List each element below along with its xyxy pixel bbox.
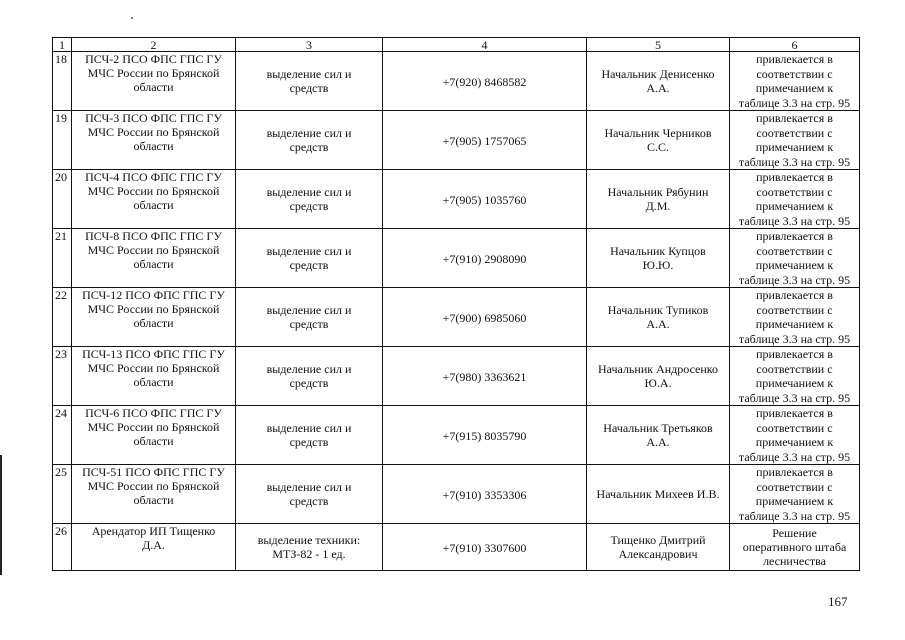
contact-line: А.А. [646,317,670,331]
note-line: соответствии с [756,479,833,494]
note-line: таблице 3.3 на стр. 95 [738,154,851,169]
contact-line: Ю.А. [644,376,672,390]
contact-line: Александрович [618,547,698,561]
column-number: 2 [72,38,236,52]
organization-line: области [133,375,174,389]
task-cell [236,111,383,170]
note-line: Решение [772,526,817,540]
organization-cell [72,347,236,406]
task-line: средств [289,435,329,449]
note-cell [730,288,860,347]
note-line: таблице 3.3 на стр. 95 [738,508,851,523]
note-line: примечанием к [755,376,834,390]
contact-line: Тищенко Дмитрий [610,533,706,547]
task-line: средств [289,199,329,213]
contact-cell [587,347,730,406]
task-cell [236,347,383,406]
contact-cell [587,170,730,229]
organization-cell [72,52,236,111]
table-row [53,406,860,465]
contact-line: Начальник Купцов [610,244,706,258]
contact-line: Д.М. [645,199,671,213]
task-line: выделение сил и [266,126,352,140]
organization-line: ПСЧ-12 ПСО ФПС ГПС ГУ [82,288,225,302]
task-line: выделение сил и [266,362,352,376]
organization-line: области [133,80,174,94]
organization-cell [72,288,236,347]
contact-line: А.А. [646,81,670,95]
note-cell [730,347,860,406]
note-line: таблице 3.3 на стр. 95 [738,95,851,110]
task-cell [236,170,383,229]
note-cell [730,406,860,465]
note-line: таблице 3.3 на стр. 95 [738,390,851,405]
table-row [53,52,860,111]
task-cell [236,229,383,288]
note-line: привлекается в [756,52,833,66]
row-number-cell: 25 [53,465,72,524]
note-line: лесничества [763,554,826,568]
phone-cell: +7(905) 1035760 [383,170,587,229]
note-line: привлекается в [756,170,833,184]
organization-line: ПСЧ-8 ПСО ФПС ГПС ГУ [85,229,222,243]
organization-cell [72,406,236,465]
scan-speck [131,17,133,19]
table-body [53,38,860,571]
contact-line: Начальник Черников [604,126,712,140]
note-cell [730,524,860,571]
organization-line: области [133,198,174,212]
organization-line: ПСЧ-2 ПСО ФПС ГПС ГУ [85,52,222,66]
note-line: привлекается в [756,229,833,243]
note-line: таблице 3.3 на стр. 95 [738,272,851,287]
phone-cell: +7(910) 2908090 [383,229,587,288]
contact-cell [587,111,730,170]
note-cell [730,111,860,170]
contact-cell [587,52,730,111]
contact-line: Ю.Ю. [642,258,674,272]
table-row [53,229,860,288]
task-line: выделение сил и [266,244,352,258]
resources-table [52,37,860,571]
organization-line: области [133,493,174,507]
organization-line: ПСЧ-13 ПСО ФПС ГПС ГУ [82,347,225,361]
contact-cell [587,524,730,571]
task-line: выделение сил и [266,421,352,435]
note-line: примечанием к [755,258,834,272]
task-line: выделение сил и [266,185,352,199]
contact-line: Начальник Рябунин [607,185,709,199]
contact-cell [587,288,730,347]
phone-cell: +7(905) 1757065 [383,111,587,170]
organization-line: ПСЧ-4 ПСО ФПС ГПС ГУ [85,170,222,184]
table-row [53,170,860,229]
contact-cell [587,229,730,288]
organization-line: ПСЧ-3 ПСО ФПС ГПС ГУ [85,111,222,125]
row-number-cell: 21 [53,229,72,288]
organization-line: МЧС России по Брянской [87,361,220,375]
organization-cell [72,229,236,288]
table-row [53,288,860,347]
note-line: таблице 3.3 на стр. 95 [738,213,851,228]
note-cell [730,229,860,288]
note-cell [730,465,860,524]
task-line: средств [289,258,329,272]
task-line: выделение сил и [266,303,352,317]
organization-cell [72,465,236,524]
row-number-cell: 19 [53,111,72,170]
contact-line: Начальник Третьяков [603,421,713,435]
row-number-cell: 18 [53,52,72,111]
organization-line: МЧС России по Брянской [87,66,220,80]
row-number-cell: 23 [53,347,72,406]
organization-line: МЧС России по Брянской [87,184,220,198]
task-line: выделение техники: [257,533,361,547]
note-line: соответствии с [756,184,833,199]
note-line: таблице 3.3 на стр. 95 [738,449,851,464]
organization-line: МЧС России по Брянской [87,420,220,434]
row-number-cell: 24 [53,406,72,465]
task-line: средств [289,81,329,95]
column-number: 6 [730,38,860,52]
table-row [53,465,860,524]
phone-cell: +7(910) 3353306 [383,465,587,524]
column-number: 4 [383,38,587,52]
note-line: привлекается в [756,406,833,420]
note-line: примечанием к [755,199,834,213]
organization-line: МЧС России по Брянской [87,302,220,316]
organization-line: МЧС России по Брянской [87,479,220,493]
task-line: выделение сил и [266,480,352,494]
note-line: соответствии с [756,302,833,317]
organization-line: области [133,139,174,153]
task-cell [236,406,383,465]
contact-cell [587,406,730,465]
table-row [53,347,860,406]
contact-line: Начальник Тупиков [607,303,709,317]
note-cell [730,52,860,111]
task-line: средств [289,376,329,390]
note-cell [730,170,860,229]
organization-line: Д.А. [142,538,165,552]
note-line: соответствии с [756,243,833,258]
row-number-cell: 20 [53,170,72,229]
organization-line: Арендатор ИП Тищенко [91,524,216,538]
task-line: средств [289,494,329,508]
column-number: 5 [587,38,730,52]
organization-cell [72,170,236,229]
note-line: таблице 3.3 на стр. 95 [738,331,851,346]
phone-cell: +7(920) 8468582 [383,52,587,111]
organization-line: области [133,257,174,271]
table-row [53,524,860,571]
organization-cell [72,524,236,571]
row-number-cell: 26 [53,524,72,571]
task-cell [236,465,383,524]
phone-cell: +7(915) 8035790 [383,406,587,465]
row-number-cell: 22 [53,288,72,347]
note-line: привлекается в [756,111,833,125]
note-line: примечанием к [755,140,834,154]
phone-cell: +7(910) 3307600 [383,524,587,571]
organization-line: области [133,316,174,330]
column-number-row [53,38,860,52]
organization-line: области [133,434,174,448]
phone-cell: +7(980) 3363621 [383,347,587,406]
table-row [53,111,860,170]
column-number: 3 [236,38,383,52]
task-line: средств [289,317,329,331]
task-line: средств [289,140,329,154]
task-line: МТЗ-82 - 1 ед. [272,547,346,561]
organization-line: ПСЧ-6 ПСО ФПС ГПС ГУ [85,406,222,420]
task-cell [236,52,383,111]
organization-line: МЧС России по Брянской [87,243,220,257]
note-line: примечанием к [755,81,834,95]
contact-line: А.А. [646,435,670,449]
organization-cell [72,111,236,170]
organization-line: ПСЧ-51 ПСО ФПС ГПС ГУ [82,465,225,479]
note-line: примечанием к [755,317,834,331]
task-line: выделение сил и [266,67,352,81]
note-line: примечанием к [755,435,834,449]
phone-cell: +7(900) 6985060 [383,288,587,347]
contact-line: Начальник Денисенко [601,67,715,81]
organization-line: МЧС России по Брянской [87,125,220,139]
scan-edge-mark [0,455,2,575]
note-line: примечанием к [755,494,834,508]
note-line: привлекается в [756,465,833,479]
task-cell [236,288,383,347]
task-cell [236,524,383,571]
note-line: привлекается в [756,347,833,361]
page-number: 167 [828,594,848,609]
column-number: 1 [53,38,72,52]
note-line: соответствии с [756,361,833,376]
note-line: оперативного штаба [742,540,847,554]
note-line: соответствии с [756,66,833,81]
note-line: соответствии с [756,420,833,435]
note-line: привлекается в [756,288,833,302]
note-line: соответствии с [756,125,833,140]
contact-line: Начальник Андросенко [597,362,719,376]
contact-line: Начальник Михеев И.В. [596,487,720,501]
contact-line: С.С. [646,140,669,154]
contact-cell [587,465,730,524]
